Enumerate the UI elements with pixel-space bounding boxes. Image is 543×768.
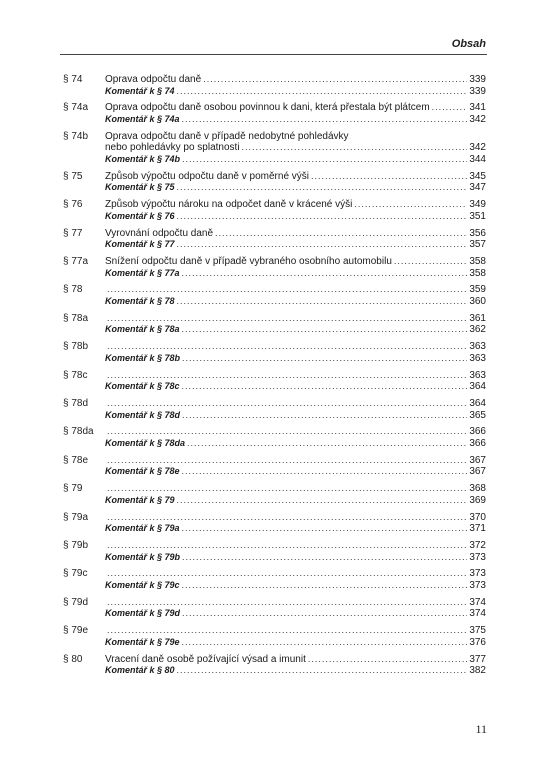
- commentary-title: Komentář k § 78: [105, 295, 175, 306]
- dot-leader: [242, 142, 468, 154]
- commentary-title: Komentář k § 78b: [105, 352, 181, 363]
- commentary-line: [0, 268, 543, 280]
- commentary-title: Komentář k § 78d: [105, 409, 181, 420]
- commentary-title: Komentář k § 80: [105, 665, 175, 676]
- commentary-line: [0, 324, 543, 336]
- section-number: § 78: [63, 284, 83, 296]
- commentary-title: Komentář k § 77a: [105, 267, 180, 278]
- commentary-line: [0, 466, 543, 478]
- section-number: § 78a: [63, 312, 89, 324]
- section-title: Oprava odpočtu daně osobou povinnou k dani, která přestala být plátcem: [105, 102, 430, 114]
- commentary-title: Komentář k § 74b: [105, 153, 181, 164]
- toc-line: [0, 540, 543, 552]
- section-number: § 75: [63, 170, 83, 182]
- page-ref: 361: [469, 312, 486, 324]
- page-ref: 374: [469, 596, 486, 608]
- section-number: § 74: [63, 74, 83, 85]
- dot-leader: [182, 552, 467, 564]
- header-rule: [60, 54, 487, 55]
- section-title: Způsob výpočtu nároku na odpočet daně v krácené výši: [105, 199, 353, 211]
- page-ref: 342: [469, 142, 486, 154]
- page-ref: 373: [469, 551, 486, 563]
- dot-leader: [215, 228, 467, 240]
- toc-line: [0, 171, 543, 183]
- dot-leader: [182, 268, 468, 280]
- dot-leader: [182, 324, 468, 336]
- toc-line: [0, 483, 543, 495]
- page-ref: 364: [469, 398, 486, 409]
- section-number: § 78b: [63, 341, 89, 353]
- section-number: § 80: [63, 653, 83, 665]
- commentary-title: Komentář k § 78e: [105, 466, 180, 477]
- dot-leader: [182, 580, 468, 592]
- toc-line: [0, 568, 543, 580]
- commentary-line: [0, 353, 543, 365]
- commentary-title: Komentář k § 79d: [105, 608, 181, 619]
- section-number: § 79e: [63, 625, 89, 637]
- page-number: 11: [475, 722, 487, 736]
- dot-leader: [177, 86, 468, 98]
- page-ref: 358: [469, 256, 486, 267]
- commentary-line: [0, 580, 543, 592]
- section-title: nebo pohledávky po splatnosti: [105, 142, 240, 154]
- commentary-line: [0, 211, 543, 223]
- page-ref: 358: [469, 267, 486, 279]
- section-number: § 77a: [63, 256, 89, 267]
- toc-line: [0, 142, 543, 154]
- commentary-title: Komentář k § 75: [105, 182, 175, 193]
- dot-leader: [432, 102, 468, 114]
- toc-line: [0, 654, 543, 666]
- dot-leader: [182, 114, 468, 126]
- section-number: § 76: [63, 199, 83, 211]
- dot-leader: [182, 523, 468, 535]
- page-ref: 374: [469, 608, 486, 620]
- toc-line: [0, 256, 543, 268]
- page-ref: 341: [469, 102, 486, 114]
- page-ref: 356: [469, 227, 486, 239]
- section-title: Způsob výpočtu odpočtu daně v poměrné výši: [105, 170, 310, 182]
- page-ref: 366: [469, 426, 486, 438]
- section-number: § 77: [63, 227, 83, 239]
- section-number: § 79: [63, 483, 83, 495]
- dot-leader: [187, 438, 467, 450]
- dot-leader: [182, 381, 468, 393]
- dot-leader: [107, 426, 467, 438]
- commentary-line: [0, 552, 543, 564]
- section-number: § 78da: [63, 426, 94, 438]
- dot-leader: [177, 182, 468, 194]
- dot-leader: [177, 665, 468, 677]
- page-ref: 373: [469, 568, 486, 580]
- section-number: § 79a: [63, 511, 89, 523]
- page-ref: 359: [469, 284, 486, 296]
- page-ref: 367: [469, 454, 486, 466]
- dot-leader: [107, 370, 467, 382]
- dot-leader: [177, 211, 468, 223]
- toc-line: [0, 597, 543, 609]
- dot-leader: [107, 313, 467, 325]
- dot-leader: [182, 466, 468, 478]
- section-number: § 78e: [63, 454, 89, 466]
- commentary-line: [0, 637, 543, 649]
- dot-leader: [203, 74, 467, 86]
- toc-line: [0, 455, 543, 467]
- dot-leader: [182, 410, 467, 422]
- dot-leader: [354, 199, 467, 211]
- commentary-title: Komentář k § 74a: [105, 113, 180, 124]
- toc-line: [0, 426, 543, 438]
- dot-leader: [311, 171, 467, 183]
- section-title: Vyrovnání odpočtu daně: [105, 227, 214, 239]
- toc-line: [0, 398, 543, 410]
- toc-line: [0, 341, 543, 353]
- page-ref: 347: [469, 182, 486, 194]
- commentary-title: Komentář k § 79e: [105, 636, 180, 647]
- page-ref: 357: [469, 239, 486, 251]
- dot-leader: [182, 608, 467, 620]
- commentary-line: [0, 410, 543, 422]
- page-ref: 342: [469, 113, 486, 125]
- commentary-line: [0, 154, 543, 166]
- dot-leader: [107, 341, 467, 353]
- page-ref: 339: [469, 74, 486, 85]
- page-ref: 372: [469, 540, 486, 551]
- page-ref: 369: [469, 494, 486, 506]
- toc-line: [0, 313, 543, 325]
- toc-line: [0, 284, 543, 296]
- dot-leader: [177, 495, 468, 507]
- section-title: Snížení odpočtu daně v případě vybraného osobního automobilu: [105, 256, 392, 267]
- commentary-title: Komentář k § 79c: [105, 579, 180, 590]
- section-title: Oprava odpočtu daně v případě nedobytné pohledávky: [105, 130, 349, 142]
- commentary-line: [0, 114, 543, 126]
- dot-leader: [107, 284, 467, 296]
- commentary-line: [0, 182, 543, 194]
- page-ref: 364: [469, 381, 486, 393]
- page-ref: 375: [469, 625, 486, 637]
- dot-leader: [394, 256, 467, 268]
- dot-leader: [177, 296, 468, 308]
- commentary-line: [0, 381, 543, 393]
- commentary-line: [0, 296, 543, 308]
- commentary-line: [0, 239, 543, 251]
- dot-leader: [107, 455, 467, 467]
- page-ref: 360: [469, 295, 486, 307]
- toc-line: [0, 102, 543, 114]
- page-ref: 362: [469, 324, 486, 336]
- page-ref: 370: [469, 511, 486, 523]
- toc-line: [0, 131, 543, 143]
- section-number: § 74b: [63, 130, 89, 142]
- section-number: § 74a: [63, 102, 89, 114]
- toc-line: [0, 625, 543, 637]
- commentary-line: [0, 665, 543, 677]
- page-ref: 363: [469, 352, 486, 364]
- dot-leader: [182, 637, 468, 649]
- toc-line: [0, 370, 543, 382]
- dot-leader: [107, 483, 467, 495]
- toc-line: [0, 512, 543, 524]
- toc-line: [0, 74, 543, 86]
- commentary-title: Komentář k § 74: [105, 85, 175, 96]
- dot-leader: [107, 597, 467, 609]
- dot-leader: [107, 540, 467, 552]
- commentary-title: Komentář k § 77: [105, 239, 175, 250]
- section-number: § 79c: [63, 568, 88, 580]
- page-ref: 339: [469, 85, 486, 97]
- running-header-title: Obsah: [451, 38, 486, 50]
- commentary-title: Komentář k § 79b: [105, 551, 181, 562]
- page-ref: 344: [469, 153, 486, 165]
- dot-leader: [107, 512, 467, 524]
- page-ref: 373: [469, 579, 486, 591]
- section-title: Oprava odpočtu daně: [105, 74, 202, 85]
- section-number: § 78d: [63, 398, 89, 409]
- commentary-title: Komentář k § 79: [105, 494, 175, 505]
- dot-leader: [177, 239, 468, 251]
- commentary-line: [0, 523, 543, 535]
- page-ref: 371: [469, 523, 486, 535]
- page-ref: 363: [469, 369, 486, 381]
- commentary-line: [0, 86, 543, 98]
- commentary-line: [0, 438, 543, 450]
- page-ref: 349: [469, 199, 486, 211]
- toc-line: [0, 199, 543, 211]
- page-ref: 376: [469, 636, 486, 648]
- page-ref: 367: [469, 466, 486, 478]
- commentary-title: Komentář k § 78da: [105, 437, 186, 448]
- page-ref: 377: [469, 653, 486, 665]
- commentary-line: [0, 608, 543, 620]
- page-ref: 345: [469, 170, 486, 182]
- commentary-title: Komentář k § 79a: [105, 523, 180, 534]
- toc-line: [0, 228, 543, 240]
- section-number: § 78c: [63, 369, 88, 381]
- dot-leader: [182, 353, 467, 365]
- commentary-title: Komentář k § 78a: [105, 324, 180, 335]
- commentary-title: Komentář k § 78c: [105, 381, 180, 392]
- section-title: Vracení daně osobě požívající výsad a imunit: [105, 653, 306, 665]
- page-ref: 382: [469, 665, 486, 677]
- section-number: § 79d: [63, 596, 89, 608]
- page-ref: 351: [469, 210, 486, 222]
- commentary-title: Komentář k § 76: [105, 210, 175, 221]
- page-ref: 368: [469, 483, 486, 495]
- page-ref: 365: [469, 409, 486, 421]
- commentary-line: [0, 495, 543, 507]
- section-number: § 79b: [63, 540, 89, 551]
- page-ref: 363: [469, 341, 486, 353]
- page-ref: 366: [469, 437, 486, 449]
- dot-leader: [182, 154, 467, 166]
- dot-leader: [107, 398, 467, 410]
- dot-leader: [107, 568, 467, 580]
- dot-leader: [308, 654, 467, 666]
- dot-leader: [107, 625, 467, 637]
